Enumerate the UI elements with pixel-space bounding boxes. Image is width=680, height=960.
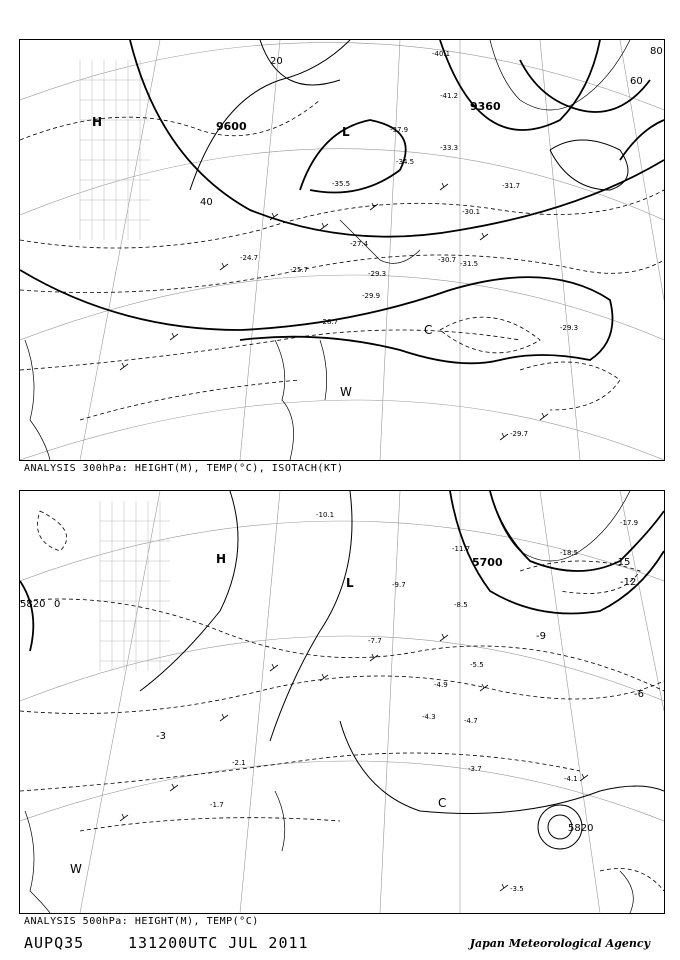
- station-temp: -4.9: [434, 681, 448, 689]
- station-temp: -11.7: [452, 545, 471, 553]
- analysis-datetime: 131200UTC JUL 2011: [128, 934, 309, 952]
- isotach-label-20: 20: [270, 56, 283, 67]
- height-label-9360: 9360: [470, 100, 501, 113]
- height-label-9600: 9600: [216, 120, 247, 133]
- product-code: AUPQ35: [24, 934, 85, 952]
- station-temp: -33.3: [440, 144, 459, 152]
- station-temp: -29.3: [560, 324, 579, 332]
- high-center: H: [92, 115, 103, 129]
- station-temp: -9.7: [392, 581, 406, 589]
- high-center: H: [216, 552, 227, 566]
- temp-label-minus12: -12: [620, 577, 637, 588]
- isotach-label-60: 60: [630, 76, 643, 87]
- station-temp: -4.1: [564, 775, 578, 783]
- map-panel-500hpa: [19, 490, 665, 914]
- temp-label-minus15: -15: [614, 557, 631, 568]
- station-temp: -24.7: [240, 254, 259, 262]
- cold-center: C: [424, 323, 433, 337]
- isotach-label-40: 40: [200, 197, 213, 208]
- station-temp: -37.9: [390, 126, 409, 134]
- station-temp: -29.9: [362, 292, 381, 300]
- station-temp: -8.5: [454, 601, 468, 609]
- station-temp: -30.1: [462, 208, 481, 216]
- height-label-5700: 5700: [472, 556, 503, 569]
- wind-barbs: [120, 183, 548, 440]
- height-contours: [20, 491, 664, 651]
- station-temp: -18.5: [560, 549, 579, 557]
- station-temp: -31.7: [502, 182, 521, 190]
- station-temp: -35.5: [332, 180, 351, 188]
- height-label-5820-west: 5820: [20, 599, 46, 610]
- station-temp: -40.1: [432, 50, 451, 58]
- station-temps-500: [210, 511, 638, 893]
- chart-300hpa: [20, 40, 664, 460]
- warm-center: W: [340, 385, 352, 399]
- station-temp: -4.3: [422, 713, 436, 721]
- terrain-hatch: [80, 60, 150, 240]
- station-temp: -31.5: [460, 260, 479, 268]
- station-temp: -5.5: [470, 661, 484, 669]
- agency-name: Japan Meteorological Agency: [469, 937, 650, 950]
- station-temp: -41.2: [440, 92, 459, 100]
- isotach-contours: [190, 40, 628, 190]
- wind-barbs: [120, 634, 588, 891]
- caption-300hpa: ANALYSIS 300hPa: HEIGHT(M), TEMP(°C), ISOTACH(KT): [24, 463, 344, 474]
- low-center: L: [342, 125, 350, 139]
- station-temp: -25.7: [290, 266, 309, 274]
- station-temp: -2.1: [232, 759, 246, 767]
- temp-label-0: 0: [54, 599, 61, 610]
- station-temp: -7.7: [368, 637, 382, 645]
- temp-label-minus3: -3: [156, 731, 166, 742]
- temp-label-minus6: -6: [634, 689, 644, 700]
- station-temp: -3.7: [468, 765, 482, 773]
- coastlines: [25, 491, 633, 913]
- caption-500hpa: ANALYSIS 500hPa: HEIGHT(M), TEMP(°C): [24, 916, 259, 927]
- isotherms: [20, 100, 664, 420]
- station-temp: -4.7: [464, 717, 478, 725]
- thin-contours: [140, 491, 664, 849]
- terrain-hatch: [100, 501, 170, 671]
- station-temp: -29.7: [510, 430, 529, 438]
- map-panel-300hpa: [19, 39, 665, 461]
- isotach-label-80: 80: [650, 46, 663, 57]
- station-temp: -30.7: [438, 256, 457, 264]
- height-label-5820-east: 5820: [568, 823, 594, 834]
- warm-center: W: [70, 862, 82, 876]
- station-temp: -27.4: [350, 240, 369, 248]
- station-temp: -1.7: [210, 801, 224, 809]
- height-contours: [20, 40, 664, 363]
- station-temp: -34.5: [396, 158, 415, 166]
- cold-center: C: [438, 796, 447, 810]
- station-temp: -3.5: [510, 885, 524, 893]
- isotherms: [20, 511, 664, 891]
- station-temp: -10.1: [316, 511, 335, 519]
- station-temp: -29.3: [368, 270, 387, 278]
- low-center: L: [346, 576, 354, 590]
- temp-label-minus9: -9: [536, 631, 546, 642]
- station-temp: -28.7: [320, 318, 339, 326]
- station-temps-300: [240, 50, 578, 438]
- station-temp: -17.9: [620, 519, 639, 527]
- chart-500hpa: [20, 491, 664, 913]
